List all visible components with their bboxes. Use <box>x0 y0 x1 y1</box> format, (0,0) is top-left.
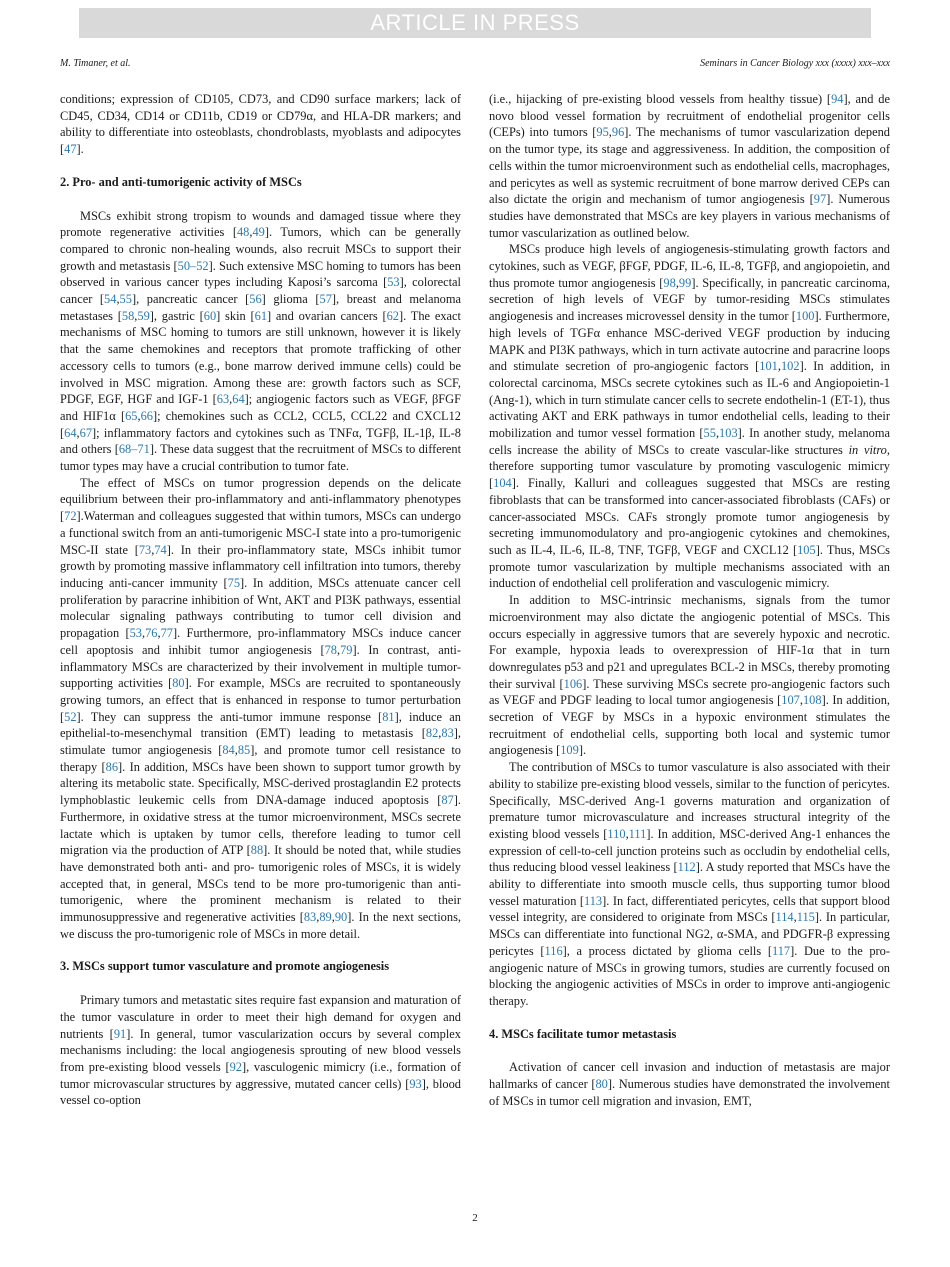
text-run: ]. A study reported that MSCs have the ability to differentiate into smooth muscle cells, thus supporting tumor blood vessel maturation [ <box>489 860 890 908</box>
citation-link[interactable]: 78 <box>324 642 337 657</box>
text-run: conditions; expression of CD105, CD73, and CD90 surface markers; lack of CD45, CD34, CD14 or CD11b, CD19 or CD79α, and HLA-DR markers; and ability to differentiate into osteoblasts, chondroblasts, myoblasts and adipocytes [ <box>60 92 461 157</box>
citation-link[interactable]: 99 <box>678 275 692 290</box>
citation-link[interactable]: 61 <box>254 308 268 323</box>
citation-link[interactable]: 50–52 <box>177 258 209 273</box>
text-run: , <box>793 910 797 925</box>
citation-link[interactable]: 89 <box>319 910 332 925</box>
text-run: Activation of cancer cell invasion and induction of metastasis are major hallmarks of cancer [ <box>489 1060 890 1092</box>
citation-link[interactable]: 87 <box>441 793 454 808</box>
text-run: , <box>137 408 141 423</box>
text-run: (i.e., hijacking of pre-existing blood vessels from healthy tissue) [ <box>489 92 832 106</box>
citation-link[interactable]: 67 <box>79 425 93 440</box>
text-run: ]. In another study, melanoma cells increase the ability of MSCs to create vascular-like structures <box>489 426 891 457</box>
citation-link[interactable]: 57 <box>319 292 332 307</box>
text-run: ]. In addition, MSC-derived Ang-1 enhances the expression of cell-to-cell junction proteins such as occludin by endothelial cells, thus reducing blood vessel leakiness [ <box>489 826 891 875</box>
citation-link[interactable]: 91 <box>113 1026 127 1041</box>
text-run: , <box>316 910 320 925</box>
text-run: ], stimulate tumor angiogenesis [ <box>60 726 461 758</box>
text-run: ]. Thus, MSCs promote tumor vascularization by multiple mechanisms associated with an induction of endothelial cell proliferation and vasculogenic mimicry. <box>489 542 890 591</box>
citation-link[interactable]: 117 <box>771 943 791 958</box>
text-run: , <box>331 910 335 925</box>
text-run: ]. Specifically, in pancreatic carcinoma, secretion of high levels of VEGF by tumor-residing MSCs stimulates angiogenesis and increases microvessel density in the tumor [ <box>489 275 890 324</box>
page-number: 2 <box>472 1212 478 1224</box>
citation-link[interactable]: 103 <box>719 426 738 441</box>
text-run: MSCs produce high levels of angiogenesis-stimulating growth factors and cytokines, such as VEGF, βFGF, PDGF, IL-6, IL-8, TGFβ, and angiopoietin, and thus promote tumor angiogenesis [ <box>489 242 890 290</box>
text-run: ]. They can suppress the anti-tumor immune response [ <box>76 709 383 724</box>
text-run: ] skin [ <box>216 308 255 323</box>
text-run: , <box>134 308 138 323</box>
citation-link[interactable]: 54 <box>104 292 117 307</box>
text-run: ]. In their pro-inflammatory state, MSCs inhibit tumor growth by promoting massive inflammatory cell infiltration into tumors, thereby inducing anti-cancer immunity [ <box>60 542 461 590</box>
text-run: , <box>151 542 155 557</box>
citation-link[interactable]: 94 <box>831 92 844 106</box>
citation-link[interactable]: 53 <box>129 626 142 641</box>
text-run: ]. The exact mechanisms of MSC homing to tumors are still unknown, however it is likely that the same chemokines and receptors that promote trafficking of other accessory cells to tumors (e.g., bone marrow derived immune cells) could be involved in MSC migration. Among these are: growth factors such as SCF, PDGF, EGF, HGF and IGF-1 [ <box>60 308 461 407</box>
text-run: ]. In addition, secretion of VEGF by MSCs in a hypoxic environment stimulates the recruitment of endothelial cells, supporting both local and systemic tumor angiogenesis [ <box>489 693 890 758</box>
citation-link[interactable]: 47 <box>64 142 77 157</box>
citation-link[interactable]: 88 <box>250 843 264 858</box>
section-heading: 2. Pro- and anti-tumorigenic activity of MSCs <box>60 174 302 189</box>
text-run: ]. <box>76 142 84 157</box>
citation-link[interactable]: 82 <box>425 726 439 741</box>
citation-link[interactable]: 55 <box>119 292 132 307</box>
citation-link[interactable]: 68–71 <box>118 442 150 457</box>
citation-link[interactable]: 106 <box>563 676 583 691</box>
citation-link[interactable]: 108 <box>802 693 822 708</box>
text-run: , <box>249 225 253 240</box>
text-run: ]. Furthermore, high levels of TGFα enhance MSC-derived VEGF production by inducing MAPK and PI3K pathways, which in turn activate autocrine and paracrine loops and stimulate secretion of pro-angiogenic factors [ <box>489 309 890 374</box>
text-run: ]. Furthermore, pro-inflammatory MSCs induce cancer cell apoptosis and inhibit tumor angiogenesis [ <box>60 626 461 657</box>
citation-link[interactable]: 60 <box>203 308 217 323</box>
text-run: , <box>608 125 612 140</box>
citation-link[interactable]: 112 <box>677 860 696 875</box>
text-run: MSCs exhibit strong tropism to wounds and damaged tissue where they promote regenerative activities [ <box>60 208 461 240</box>
citation-link[interactable]: 102 <box>780 359 800 374</box>
left-column <box>60 91 461 1109</box>
text-run: , <box>715 426 720 441</box>
citation-link[interactable]: 74 <box>154 542 167 557</box>
body-paragraph <box>489 91 890 241</box>
citation-link[interactable]: 64 <box>232 392 245 407</box>
text-run: ], colorectal cancer [ <box>60 275 461 307</box>
citation-link[interactable]: 97 <box>813 192 827 207</box>
text-run: ]; angiogenic factors such as VEGF, βFGF and HIF1α [ <box>60 392 462 423</box>
citation-link[interactable]: 56 <box>249 292 262 307</box>
body-paragraph <box>489 759 890 1010</box>
citation-link[interactable]: 98 <box>663 275 676 290</box>
text-run: , <box>76 425 80 440</box>
text-run: ], vasculogenic mimicry (i.e., formation of tumor microvascular structures by aggressive, mutated cancer cells) [ <box>60 1059 461 1091</box>
text-run: , <box>157 626 161 641</box>
running-header-authors: M. Timaner, et al. <box>60 58 131 69</box>
text-run: ]. In the next sections, we discuss the pro-tumorigenic role of MSCs in more detail. <box>60 910 461 941</box>
text-run: ], a process dictated by glioma cells [ <box>562 943 772 958</box>
text-run: ], induce an epithelial-to-mesenchymal transition (EMT) leading to metastasis [ <box>60 709 461 741</box>
text-run: , <box>336 642 341 657</box>
citation-link[interactable]: 84 <box>222 743 235 758</box>
text-run: ] glioma [ <box>261 292 320 307</box>
text-run: ]. In addition, MSCs attenuate cancer cell proliferation by paracrine inhibition of Wnt, AKT and PI3K pathways, essential molecular signaling pathways contributing to tumor cell division and propagation [ <box>60 575 461 641</box>
citation-link[interactable]: 107 <box>781 693 800 708</box>
text-run: ]. Furthermore, in oxidative stress at the tumor microenvironment, MSCs secrete lactate which is uptaken by tumor cells, therefore leading to tumor cell migration via the production of ATP [ <box>60 793 461 858</box>
citation-link[interactable]: 101 <box>759 359 778 374</box>
citation-link[interactable]: 114 <box>775 910 794 925</box>
text-run: Primary tumors and metastatic sites require fast expansion and maturation of the tumor vasculature in order to meet their high demand for oxygen and nutrients [ <box>60 993 461 1041</box>
text-run: ], gastric [ <box>149 308 204 323</box>
body-paragraph <box>60 208 461 475</box>
text-run: ], blood vessel co-option <box>60 1076 462 1108</box>
citation-link[interactable]: 83 <box>441 726 454 741</box>
citation-link[interactable]: 95 <box>596 125 609 140</box>
citation-link[interactable]: 66 <box>140 408 153 423</box>
text-run: ], pancreatic cancer [ <box>131 292 250 307</box>
text-run: ] and ovarian cancers [ <box>267 308 387 323</box>
text-run: , <box>116 292 120 307</box>
text-run: The contribution of MSCs to tumor vasculature is also associated with their ability to stabilize pre-existing blood vessels, similar to the function of pericytes. Specifically, MSC-derived Ang-1 governs maturation and organization of premature tumor microvasculature and increases structural integrity of the existing blood vessels [ <box>489 760 890 841</box>
text-run: , <box>234 743 238 758</box>
citation-link[interactable]: 86 <box>105 759 119 774</box>
citation-link[interactable]: 81 <box>382 709 395 724</box>
text-run: ], and de novo blood vessel formation by recruitment of endothelial progenitor cells (CEPs) into tumors [ <box>489 92 890 140</box>
body-paragraph <box>60 91 461 158</box>
text-run: ]. In contrast, anti-inflammatory MSCs are characterized by their involvement in multiple tumor-supporting activities [ <box>60 642 461 691</box>
text-run: , <box>675 275 679 290</box>
text-run: ]; chemokines such as CCL2, CCL5, CCL22 and CXCL12 [ <box>60 408 461 440</box>
text-run: ]. The mechanisms of tumor vascularization depend on the tumor type, its stage and aggressiveness. In addition, the composition of cells within the tumor microenvironment such as endothelial cells, macrophages, and pericytes as well as systemic recruitment of bone marrow derived CEPs can also dictate the origin and mechanism of tumor angiogenesis [ <box>489 125 890 207</box>
right-column <box>489 91 890 1109</box>
citation-link[interactable]: 55 <box>703 426 716 441</box>
text-run: ]; inflammatory factors and cytokines such as TNFα, TGFβ, IL-1β, IL-8 and others [ <box>60 425 461 457</box>
citation-link[interactable]: 105 <box>797 542 816 557</box>
citation-link[interactable]: 72 <box>64 509 77 524</box>
text-run: ]. <box>578 743 587 758</box>
citation-link[interactable]: 76 <box>145 626 158 641</box>
text-run: ]. Such extensive MSC homing to tumors has been observed in various cancer types including Kaposi’s sarcoma [ <box>60 258 461 290</box>
text-run: ]. In general, tumor vascularization occurs by several complex mechanisms including: the local angiogenesis sprouting of new blood vessels from pre-existing blood vessels [ <box>60 1026 461 1074</box>
citation-link[interactable]: 63 <box>216 392 230 407</box>
text-run: The effect of MSCs on tumor progression depends on the delicate equilibrium between their pro-inflammatory and anti-inflammatory phenotypes [ <box>60 475 461 524</box>
citation-link[interactable]: 75 <box>227 575 241 590</box>
text-run: ], and promote tumor cell resistance to therapy [ <box>60 743 461 774</box>
citation-link[interactable]: 109 <box>560 743 579 758</box>
citation-link[interactable]: 115 <box>796 910 815 925</box>
citation-link[interactable]: 65 <box>125 408 138 423</box>
citation-link[interactable]: 52 <box>64 709 77 724</box>
text-run: ]. These surviving MSCs secrete pro-angiogenic factors such as VEGF and PDGF leading to local tumor angiogenesis [ <box>489 676 891 708</box>
text-run: ]. These data suggest that the recruitment of MSCs to different tumor types may have a crucial contribution to tumor fate. <box>60 442 462 474</box>
text-run: , <box>141 626 146 641</box>
text-run: In addition to MSC-intrinsic mechanisms, signals from the tumor microenvironment may also dictate the angiogenic potential of MSCs. This occurs especially in aggressive tumors that are severely hypoxic and necrotic. For example, hypoxia leads to overexpression of HIF-1α that in turn downregulates p53 and p21 and upregulates BCL-2 in MSCs, thereby promoting their survival [ <box>489 593 890 691</box>
body-paragraph <box>489 592 890 759</box>
citation-link[interactable]: 100 <box>795 309 815 324</box>
article-in-press-banner: ARTICLE IN PRESS <box>79 8 871 38</box>
citation-link[interactable]: 111 <box>628 826 647 841</box>
text-run: ]. It should be noted that, while studies have demonstrated both anti- and pro- tumorigenic roles of MSCs, it is widely accepted that, in general, MSCs tend to be more pro-tumorigenic than anti-tumorigenic, where the prominent mechanism is related to their immunosuppressive and regenerative activities [ <box>60 843 462 925</box>
text-run: , <box>777 359 781 374</box>
text-run: ]. Due to the pro-angiogenic nature of MSCs in growing tumors, studies are currently focused on blocking the angiogenic activities of MSCs in order to improve anti-angiogenic therapy. <box>489 943 891 1008</box>
text-run: ]. In fact, differentiated pericytes, cells that support blood vessel integrity, are considered to originate from MSCs [ <box>489 893 890 925</box>
body-paragraph <box>60 475 461 943</box>
citation-link[interactable]: 92 <box>229 1059 242 1074</box>
text-run: ]. In addition, in colorectal carcinoma, MSCs secrete cytokines such as IL-6 and Angiopoietin-1 (Ang-1), which in turn stimulate cancer cells to secrete endothelin-1 (ET-1), thus activating AKT and ERK pathways in tumor endothelial cells, leading to their mobilization and tumor vessel formation [ <box>489 359 890 441</box>
citation-link[interactable]: 113 <box>584 893 603 908</box>
text-run: , <box>229 392 233 407</box>
citation-link[interactable]: 96 <box>611 125 625 140</box>
body-paragraph <box>60 992 461 1109</box>
citation-link[interactable]: 80 <box>595 1077 608 1092</box>
running-header-journal: Seminars in Cancer Biology xxx (xxxx) xxx–xxx <box>700 58 890 69</box>
citation-link[interactable]: 53 <box>387 275 400 290</box>
text-run: , therefore supporting tumor vasculature by promoting vasculogenic mimicry [ <box>489 442 890 491</box>
text-run: ].Waterman and colleagues suggested that within tumors, MSCs can undergo a functional switch from an anti-tumorigenic MSC-I state into a pro-tumorigenic MSC-II state [ <box>60 509 461 557</box>
citation-link[interactable]: 104 <box>493 476 512 491</box>
text-run: ]. Numerous studies have demonstrated that MSCs are key players in various mechanisms of tumor vascularization as outlined below. <box>489 192 890 240</box>
citation-link[interactable]: 116 <box>544 943 563 958</box>
text-run: ]. Tumors, which can be generally compared to chronic non-healing wounds, also recruit MSCs to support their growth and metastasis [ <box>60 225 461 273</box>
citation-link[interactable]: 58 <box>121 308 135 323</box>
text-run: ]. Finally, Kalluri and colleagues suggested that MSCs are resting fibroblasts that can be transformed into cancer-associated fibroblasts (CAFs) or cancer-associated MSCs. CAFs strongly promote tumor angiogenesis by secreting immunomodulatory and pro-angiogenic cytokines and chemokines, such as IL-4, IL-6, IL-8, TNF, TGFβ, VEGF and CXCL12 [ <box>489 476 890 557</box>
citation-link[interactable]: 83 <box>303 910 317 925</box>
citation-link[interactable]: 110 <box>607 826 626 841</box>
citation-link[interactable]: 62 <box>386 308 399 323</box>
text-run: ]. In particular, MSCs can differentiate into functional NG2, α-SMA, and PDGFR-β expressing pericytes [ <box>489 910 891 958</box>
section-heading: 3. MSCs support tumor vasculature and promote angiogenesis <box>60 959 390 974</box>
body-paragraph <box>489 241 890 592</box>
section-heading: 4. MSCs facilitate tumor metastasis <box>489 1026 677 1041</box>
citation-link[interactable]: 85 <box>237 743 251 758</box>
text-run: ]. Numerous studies have demonstrated the involvement of MSCs in tumor cell migration and invasion, EMT, <box>489 1077 890 1108</box>
citation-link[interactable]: 59 <box>137 308 150 323</box>
text-run: , <box>438 726 442 741</box>
citation-link[interactable]: 64 <box>64 425 77 440</box>
citation-link[interactable]: 48 <box>236 225 250 240</box>
italic-text: in vitro <box>848 442 887 457</box>
citation-link[interactable]: 93 <box>409 1076 422 1091</box>
text-run: ], breast and melanoma metastases [ <box>60 292 461 323</box>
citation-link[interactable]: 79 <box>340 642 353 657</box>
text-run: , <box>799 693 803 708</box>
citation-link[interactable]: 90 <box>334 910 348 925</box>
citation-link[interactable]: 77 <box>160 626 173 641</box>
text-run: ]. For example, MSCs are recruited to spontaneously growing tumors, an effect that is enhanced in response to tumor perturbation [ <box>60 676 461 724</box>
citation-link[interactable]: 80 <box>172 676 185 691</box>
citation-link[interactable]: 49 <box>252 225 265 240</box>
body-paragraph <box>489 1059 890 1109</box>
text-run: ]. In addition, MSCs have been shown to support tumor growth by altering its metabolic state. Specifically, MSC-derived prostaglandin E2 protects lymphoblastic leukemic cells from DNA-damage induced apoptosis [ <box>60 759 461 808</box>
citation-link[interactable]: 73 <box>138 542 152 557</box>
text-run: , <box>625 826 629 841</box>
